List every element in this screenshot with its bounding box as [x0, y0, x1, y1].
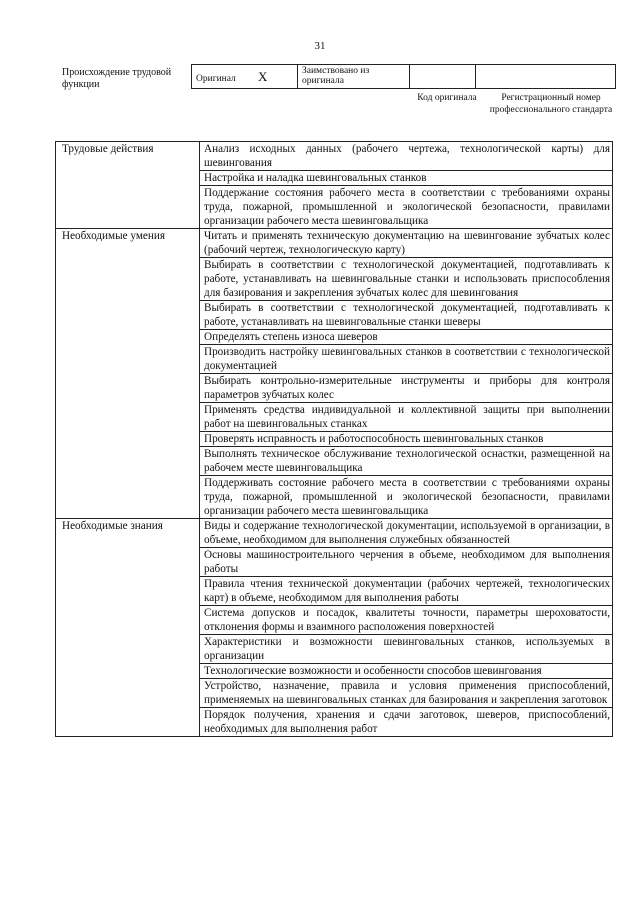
section-item: Характеристики и возможности шевинговальных станков, используемых в организации — [200, 635, 613, 664]
section-item: Порядок получения, хранения и сдачи заготовок, шеверов, приспособлений, необходимых для выполнения работ — [200, 708, 613, 737]
section-item: Производить настройку шевинговальных станков в соответствии с технологической документацией — [200, 345, 613, 374]
table-row — [56, 142, 613, 171]
section-item: Поддерживать состояние рабочего места в соответствии с требованиями охраны труда, пожарной, промышленной и экологической безопасности, правилами организации рабочего места шевинговальщика — [200, 476, 613, 519]
borrowed-cell: Заимствовано из оригинала — [298, 65, 410, 89]
table-row — [56, 519, 613, 548]
original-label: Оригинал — [196, 73, 236, 84]
code-caption: Код оригинала — [417, 93, 477, 103]
section-item: Определять степень износа шеверов — [200, 330, 613, 345]
section-item: Читать и применять техническую документацию на шевингование зубчатых колес (рабочий чертеж, технологическую карту) — [200, 229, 613, 258]
section-item: Выбирать контрольно-измерительные инструменты и приборы для контроля параметров зубчатых колес — [200, 374, 613, 403]
function-table — [55, 141, 613, 737]
section-item: Выбирать в соответствии с технологической документацией, подготавливать к работе, устанавливать на шевинговальные станки шеверы — [200, 301, 613, 330]
reg-number-cell — [476, 65, 616, 89]
section-item: Система допусков и посадок, квалитеты точности, параметры шероховатости, отклонения формы и взаимного расположения поверхностей — [200, 606, 613, 635]
origin-table — [191, 64, 616, 89]
section-item: Выполнять техническое обслуживание технологической оснастки, размещенной на рабочем месте шевинговальщика — [200, 447, 613, 476]
reg-number-caption: Регистрационный номер профессионального стандарта — [489, 93, 613, 115]
section-item: Применять средства индивидуальной и коллективной защиты при выполнении работ на шевинговальных станках — [200, 403, 613, 432]
section-item: Анализ исходных данных (рабочего чертежа, технологической карты) для шевингования — [200, 142, 613, 171]
table-row — [56, 229, 613, 258]
section-item: Устройство, назначение, правила и условия применения приспособлений, применяемых на шевинговальных станках для базирования и закрепления заготовок — [200, 679, 613, 708]
section-item: Основы машиностроительного черчения в объеме, необходимом для выполнения работы — [200, 548, 613, 577]
section-title: Необходимые умения — [56, 229, 200, 519]
origin-label: Происхождение трудовой функции — [62, 67, 172, 90]
code-cell — [410, 65, 476, 89]
section-item: Виды и содержание технологической документации, используемой в организации, в объеме, необходимом для выполнения служебных обязанностей — [200, 519, 613, 548]
section-item: Проверять исправность и работоспособность шевинговальных станков — [200, 432, 613, 447]
section-title: Необходимые знания — [56, 519, 200, 737]
section-item: Выбирать в соответствии с технологической документацией, подготавливать к работе, устанавливать на шевинговальные станки и использовать приспособления для базирования и закрепления зубчатых колес для шевингования — [200, 258, 613, 301]
section-item: Поддержание состояния рабочего места в соответствии с требованиями охраны труда, пожарной, промышленной и экологической безопасности, правилами организации рабочего места шевинговальщика — [200, 186, 613, 229]
section-item: Технологические возможности и особенности способов шевингования — [200, 664, 613, 679]
original-cell — [192, 65, 298, 89]
section-title: Трудовые действия — [56, 142, 200, 229]
page-number: 31 — [314, 40, 326, 52]
section-item: Настройка и наладка шевинговальных станков — [200, 171, 613, 186]
original-mark: X — [258, 68, 268, 84]
section-item: Правила чтения технической документации (рабочих чертежей, технологических карт) в объеме, необходимом для выполнения работы — [200, 577, 613, 606]
